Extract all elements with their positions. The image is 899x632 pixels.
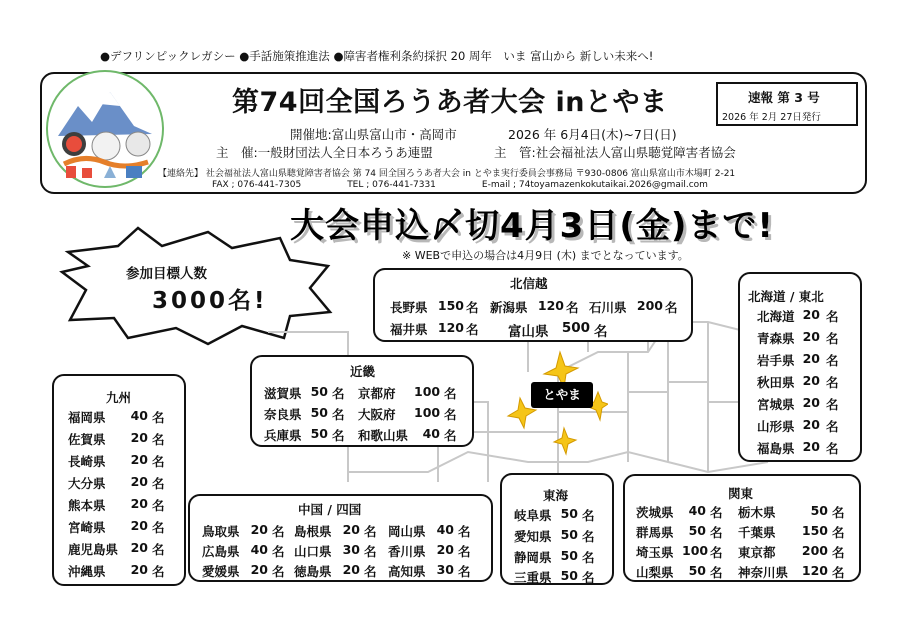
prefecture-count: 50 bbox=[560, 568, 578, 583]
prefecture-count: 100 bbox=[414, 384, 441, 399]
prefecture-name: 愛知県 bbox=[514, 529, 552, 544]
prefecture-name: 石川県 bbox=[589, 300, 627, 315]
prefecture-count: 50 bbox=[310, 426, 328, 441]
prefecture-count: 20 bbox=[802, 395, 820, 410]
region-title: 九州 bbox=[106, 390, 132, 405]
event-logo bbox=[44, 66, 166, 192]
region-title: 中国 / 四国 bbox=[298, 502, 362, 517]
bulletin-label: 速報 第 3 号 bbox=[748, 90, 820, 105]
prefecture-name: 長崎県 bbox=[68, 454, 106, 469]
prefecture-name: 広島県 bbox=[202, 544, 240, 559]
prefecture-count: 20 bbox=[130, 430, 148, 445]
goal-label: 参加目標人数 bbox=[126, 266, 207, 282]
prefecture-name: 静岡県 bbox=[514, 550, 552, 565]
prefecture-count: 30 bbox=[342, 542, 360, 557]
prefecture-count: 50 bbox=[560, 527, 578, 542]
prefecture-name: 奈良県 bbox=[264, 407, 302, 422]
prefecture-count: 200 bbox=[801, 543, 828, 558]
unit-label: 名 bbox=[466, 300, 479, 315]
prefecture-name: 和歌山県 bbox=[358, 428, 409, 443]
unit-label: 名 bbox=[152, 454, 165, 469]
prefecture-name: 三重県 bbox=[514, 570, 552, 585]
unit-label: 名 bbox=[826, 331, 839, 346]
prefecture-name: 秋田県 bbox=[757, 375, 795, 390]
unit-label: 名 bbox=[832, 545, 845, 560]
unit-label: 名 bbox=[566, 300, 579, 315]
unit-label: 名 bbox=[152, 432, 165, 447]
prefecture-count: 20 bbox=[342, 522, 360, 537]
prefecture-name: 滋賀県 bbox=[264, 386, 302, 401]
unit-label: 名 bbox=[826, 353, 839, 368]
prefecture-name: 埼玉県 bbox=[636, 545, 674, 560]
deadline-note: ※ WEBで申込の場合は4月9日 (木) までとなっています。 bbox=[402, 249, 689, 262]
prefecture-name: 福井県 bbox=[390, 322, 428, 337]
unit-label: 名 bbox=[364, 564, 377, 579]
prefecture-name: 徳島県 bbox=[294, 564, 332, 579]
unit-label: 名 bbox=[458, 544, 471, 559]
prefecture-count: 40 bbox=[130, 408, 148, 423]
prefecture-name: 北海道 bbox=[757, 309, 795, 324]
prefecture-name: 青森県 bbox=[757, 331, 795, 346]
unit-label: 名 bbox=[152, 410, 165, 425]
prefecture-name: 栃木県 bbox=[738, 505, 776, 520]
unit-label: 名 bbox=[832, 505, 845, 520]
prefecture-count: 150 bbox=[801, 523, 828, 538]
unit-label: 名 bbox=[710, 525, 723, 540]
unit-label: 名 bbox=[152, 498, 165, 513]
prefecture-count: 40 bbox=[422, 426, 440, 441]
prefecture-count: 20 bbox=[250, 522, 268, 537]
prefecture-count: 50 bbox=[688, 523, 706, 538]
prefecture-name: 岡山県 bbox=[388, 524, 426, 539]
email-address: E-mail ; 74toyamazenkokutaikai.2026@gmail.com bbox=[481, 180, 708, 190]
unit-label: 名 bbox=[466, 322, 479, 337]
prefecture-name: 鳥取県 bbox=[202, 524, 240, 539]
prefecture-count: 50 bbox=[310, 384, 328, 399]
prefecture-count: 20 bbox=[802, 417, 820, 432]
unit-label: 名 bbox=[364, 524, 377, 539]
unit-label: 名 bbox=[272, 544, 285, 559]
unit-label: 名 bbox=[826, 419, 839, 434]
prefecture-count: 30 bbox=[436, 562, 454, 577]
prefecture-count: 20 bbox=[130, 496, 148, 511]
unit-label: 名 bbox=[332, 428, 345, 443]
prefecture-name: 島根県 bbox=[294, 524, 332, 539]
prefecture-count: 100 bbox=[414, 405, 441, 420]
prefecture-name: 熊本県 bbox=[68, 498, 106, 513]
unit-label: 名 bbox=[826, 441, 839, 456]
prefecture-name: 茨城県 bbox=[636, 505, 674, 520]
unit-label: 名 bbox=[826, 309, 839, 324]
region-title: 関東 bbox=[728, 486, 754, 501]
unit-label: 名 bbox=[582, 508, 595, 523]
event-date-text: 2026 年 6月4日(木)~7日(日) bbox=[508, 127, 677, 142]
region-title: 北信越 bbox=[510, 276, 548, 291]
fax-number: FAX ; 076-441-7305 bbox=[212, 180, 302, 190]
unit-label: 名 bbox=[152, 542, 165, 557]
prefecture-count: 40 bbox=[436, 522, 454, 537]
prefecture-name: 香川県 bbox=[388, 544, 426, 559]
unit-label: 名 bbox=[332, 386, 345, 401]
prefecture-count: 20 bbox=[130, 540, 148, 555]
deadline-headline: 大会申込〆切4月3日(金)まで! bbox=[290, 206, 774, 246]
prefecture-count: 20 bbox=[802, 329, 820, 344]
unit-label: 名 bbox=[444, 407, 457, 422]
prefecture-count: 50 bbox=[560, 506, 578, 521]
prefecture-name: 愛媛県 bbox=[202, 564, 240, 579]
prefecture-count: 200 bbox=[636, 298, 663, 313]
prefecture-name: 山梨県 bbox=[636, 565, 674, 580]
unit-label: 名 bbox=[272, 564, 285, 579]
prefecture-count: 100 bbox=[682, 543, 709, 558]
unit-label: 名 bbox=[272, 524, 285, 539]
prefecture-count: 20 bbox=[342, 562, 360, 577]
tagline: ●デフリンピックレガシー ●手話施策推進法 ●障害者権利条約採択 20 周年 いま 富山から 新しい未来へ! bbox=[100, 49, 654, 63]
prefecture-name: 山口県 bbox=[294, 544, 332, 559]
prefecture-name: 東京都 bbox=[738, 545, 776, 560]
unit-label: 名 bbox=[710, 545, 723, 560]
unit-label: 名 bbox=[152, 564, 165, 579]
region-title: 北海道 / 東北 bbox=[748, 289, 824, 304]
prefecture-count: 120 bbox=[437, 320, 464, 335]
unit-label: 名 bbox=[444, 428, 457, 443]
unit-label: 名 bbox=[444, 386, 457, 401]
prefecture-name: 群馬県 bbox=[636, 525, 674, 540]
tel-number: TEL ; 076-441-7331 bbox=[347, 180, 436, 190]
region-title: 近畿 bbox=[350, 364, 376, 379]
unit-label: 名 bbox=[458, 564, 471, 579]
unit-label: 名 bbox=[832, 565, 845, 580]
contact-address: 【連絡先】 社会福祉法人富山県聴覚障害者協会 第 74 回全国ろうあ者大会 in とやま実行委員会事務局 〒930-0806 富山県富山市木場町 2-21 bbox=[158, 169, 736, 179]
prefecture-name: 鹿児島県 bbox=[68, 542, 119, 557]
unit-label: 名 bbox=[710, 565, 723, 580]
prefecture-name: 京都府 bbox=[358, 386, 396, 401]
prefecture-name: 富山県 bbox=[508, 324, 549, 340]
prefecture-count: 150 bbox=[437, 298, 464, 313]
prefecture-name: 宮崎県 bbox=[68, 520, 106, 535]
prefecture-name: 佐賀県 bbox=[68, 432, 106, 447]
manager-text: 主 管:社会福祉法人富山県聴覚障害者協会 bbox=[494, 145, 736, 160]
prefecture-count: 20 bbox=[802, 373, 820, 388]
unit-label: 名 bbox=[826, 375, 839, 390]
prefecture-count: 50 bbox=[560, 548, 578, 563]
prefecture-name: 兵庫県 bbox=[264, 428, 302, 443]
unit-label: 名 bbox=[582, 550, 595, 565]
prefecture-name: 岩手県 bbox=[757, 353, 795, 368]
prefecture-count: 20 bbox=[802, 351, 820, 366]
event-title: 第74回全国ろうあ者大会 inとやま bbox=[232, 87, 668, 118]
unit-label: 名 bbox=[582, 529, 595, 544]
prefecture-name: 大分県 bbox=[68, 476, 106, 491]
prefecture-name: 神奈川県 bbox=[738, 565, 789, 580]
prefecture-name: 山形県 bbox=[757, 419, 795, 434]
unit-label: 名 bbox=[826, 397, 839, 412]
prefecture-count: 20 bbox=[802, 307, 820, 322]
toyama-marker: とやま bbox=[531, 382, 593, 408]
unit-label: 名 bbox=[458, 524, 471, 539]
goal-value: 3000名! bbox=[152, 288, 268, 314]
prefecture-name: 新潟県 bbox=[490, 300, 528, 315]
prefecture-name: 岐阜県 bbox=[514, 508, 552, 523]
unit-label: 名 bbox=[665, 300, 678, 315]
prefecture-count: 50 bbox=[310, 405, 328, 420]
unit-label: 名 bbox=[332, 407, 345, 422]
unit-label: 名 bbox=[152, 520, 165, 535]
prefecture-count: 50 bbox=[810, 503, 828, 518]
prefecture-count: 50 bbox=[688, 563, 706, 578]
unit-label: 名 bbox=[152, 476, 165, 491]
prefecture-count: 20 bbox=[130, 518, 148, 533]
contact-numbers bbox=[212, 180, 754, 190]
prefecture-count: 20 bbox=[130, 474, 148, 489]
prefecture-name: 宮城県 bbox=[757, 397, 795, 412]
region-title: 東海 bbox=[543, 488, 569, 503]
prefecture-name: 千葉県 bbox=[738, 525, 776, 540]
prefecture-count: 20 bbox=[250, 562, 268, 577]
prefecture-count: 20 bbox=[436, 542, 454, 557]
prefecture-name: 沖縄県 bbox=[68, 564, 106, 579]
prefecture-name: 福島県 bbox=[757, 441, 795, 456]
unit-label: 名 bbox=[832, 525, 845, 540]
prefecture-count: 120 bbox=[801, 563, 828, 578]
prefecture-count: 500 bbox=[561, 320, 590, 336]
prefecture-count: 40 bbox=[688, 503, 706, 518]
host-text: 主 催:一般財団法人全日本ろうあ連盟 bbox=[216, 145, 433, 160]
unit-label: 名 bbox=[594, 324, 608, 340]
venue-text: 開催地:富山県富山市・高岡市 bbox=[290, 127, 457, 142]
prefecture-name: 大阪府 bbox=[358, 407, 396, 422]
prefecture-name: 長野県 bbox=[390, 300, 428, 315]
unit-label: 名 bbox=[582, 570, 595, 585]
prefecture-name: 高知県 bbox=[388, 564, 426, 579]
prefecture-count: 120 bbox=[537, 298, 564, 313]
prefecture-count: 20 bbox=[130, 452, 148, 467]
prefecture-count: 40 bbox=[250, 542, 268, 557]
prefecture-count: 20 bbox=[802, 439, 820, 454]
unit-label: 名 bbox=[710, 505, 723, 520]
prefecture-count: 20 bbox=[130, 562, 148, 577]
unit-label: 名 bbox=[364, 544, 377, 559]
prefecture-name: 福岡県 bbox=[68, 410, 106, 425]
bulletin-date: 2026 年 2月 27日発行 bbox=[722, 112, 821, 123]
